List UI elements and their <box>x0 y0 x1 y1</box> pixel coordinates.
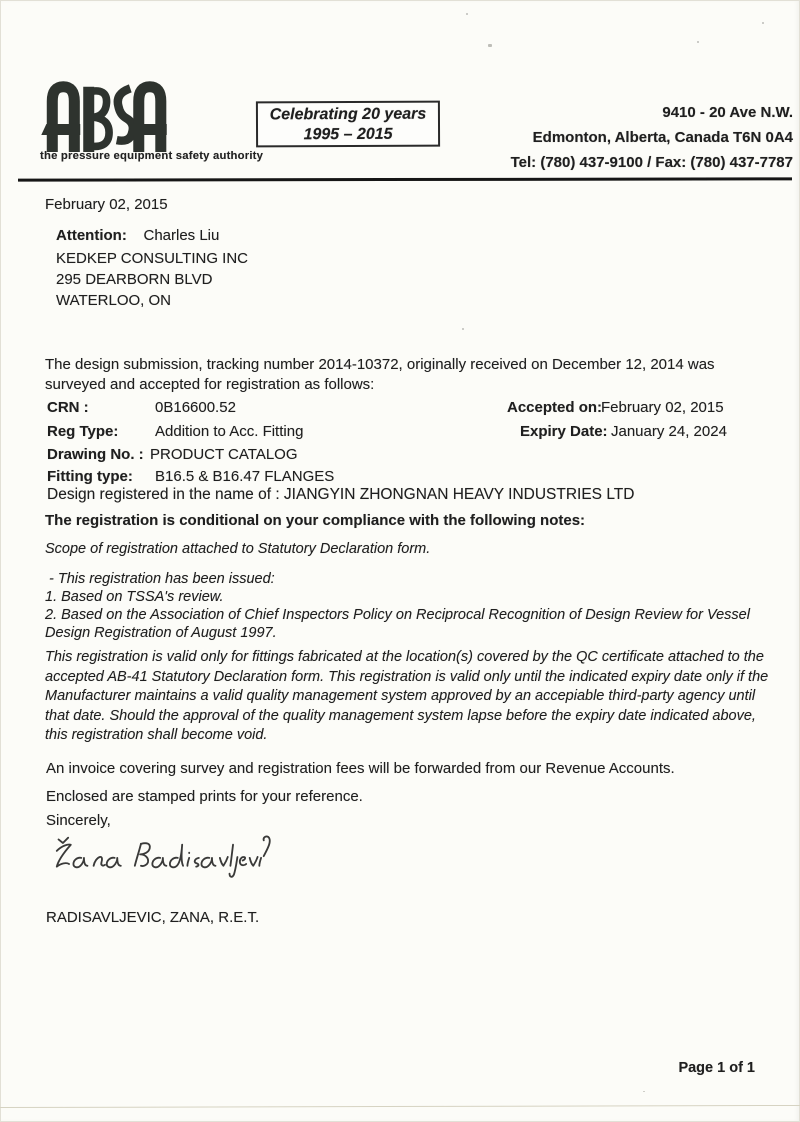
drawing-no-value: PRODUCT CATALOG <box>150 446 298 463</box>
scan-bottom-edge <box>0 1105 800 1108</box>
attention-name: Charles Liu <box>143 227 220 244</box>
attention-line <box>56 226 219 246</box>
field-row-reg-type <box>0 422 800 442</box>
logo-tagline: the pressure equipment safety authority <box>40 150 264 162</box>
recipient-address: 295 DEARBORN BLVD <box>56 271 213 288</box>
scope-note: Scope of registration attached to Statutory Declaration form. <box>45 541 431 557</box>
conditional-note: The registration is conditional on your compliance with the following notes: <box>45 512 586 529</box>
scan-speck <box>643 1091 645 1092</box>
anniversary-banner <box>256 101 440 148</box>
intro-paragraph: The design submission, tracking number 2014-10372, originally received on December 12, 2014 was surveyed and accepted for registration as follows: <box>45 356 715 393</box>
company-address <box>433 100 793 175</box>
address-line-2: Edmonton, Alberta, Canada T6N 0A4 <box>532 129 793 146</box>
crn-label: CRN : <box>47 399 89 416</box>
reg-type-label: Reg Type: <box>47 423 119 440</box>
reg-type-value: Addition to Acc. Fitting <box>155 423 304 440</box>
field-row-crn <box>0 398 800 418</box>
address-line-1: 9410 - 20 Ave N.W. <box>662 104 793 121</box>
field-row-drawing <box>0 445 800 465</box>
accepted-on-label: Accepted on: <box>507 399 603 416</box>
expiry-date-value: January 24, 2024 <box>611 423 727 440</box>
letter-date: February 02, 2015 <box>45 196 168 213</box>
issued-item-1: 1. Based on TSSA's review. <box>45 589 224 605</box>
recipient-company: KEDKEP CONSULTING INC <box>56 250 248 267</box>
crn-value: 0B16600.52 <box>155 399 236 416</box>
fitting-type-label: Fitting type: <box>47 468 133 485</box>
scan-speck <box>462 328 464 330</box>
issued-notes <box>45 570 757 642</box>
banner-line-1: Celebrating 20 years <box>269 105 427 124</box>
attention-label: Attention: <box>56 227 127 244</box>
accepted-on-value: February 02, 2015 <box>601 399 724 416</box>
page-footer: Page 1 of 1 <box>678 1060 755 1076</box>
enclosed-line: Enclosed are stamped prints for your reference. <box>46 788 363 805</box>
invoice-line: An invoice covering survey and registration fees will be forwarded from our Revenue Accounts. <box>46 760 675 777</box>
header-rule <box>18 177 792 181</box>
scan-speck <box>466 13 468 15</box>
banner-line-2: 1995 – 2015 <box>303 125 393 144</box>
validity-paragraph: This registration is valid only for fittings fabricated at the location(s) covered by the QC certificate attached to the accepted AB-41 Statutory Declaration form. This registration is valid only until the indicated expiry date only if the Manufacturer maintains a valid quality management system approved by an accepiable third-party agency until that date. Should the approval of the quality management system lapse before the expiry date indicated above, this registration shall become void. <box>45 649 769 743</box>
scan-speck <box>697 41 699 43</box>
expiry-date-label: Expiry Date: <box>520 423 608 440</box>
absa-logo <box>40 74 168 152</box>
signer-name: RADISAVLJEVIC, ZANA, R.E.T. <box>46 909 260 926</box>
fitting-type-value: B16.5 & B16.47 FLANGES <box>155 468 335 485</box>
field-row-fitting <box>0 467 800 487</box>
drawing-no-label: Drawing No. : <box>47 446 144 463</box>
registered-name-line: Design registered in the name of : JIANGYIN ZHONGNAN HEAVY INDUSTRIES LTD <box>47 486 635 503</box>
address-line-3: Tel: (780) 437-9100 / Fax: (780) 437-7787 <box>510 154 793 171</box>
recipient-city: WATERLOO, ON <box>56 292 172 309</box>
signature <box>48 831 276 883</box>
issued-intro: - This registration has been issued: <box>49 571 275 587</box>
closing-line: Sincerely, <box>46 812 111 829</box>
scan-speck <box>488 44 492 47</box>
issued-item-2: 2. Based on the Association of Chief Inspectors Policy on Reciprocal Recognition of Design Review for Vessel Design Registration of August 1997. <box>45 607 750 641</box>
scan-speck <box>762 22 764 24</box>
